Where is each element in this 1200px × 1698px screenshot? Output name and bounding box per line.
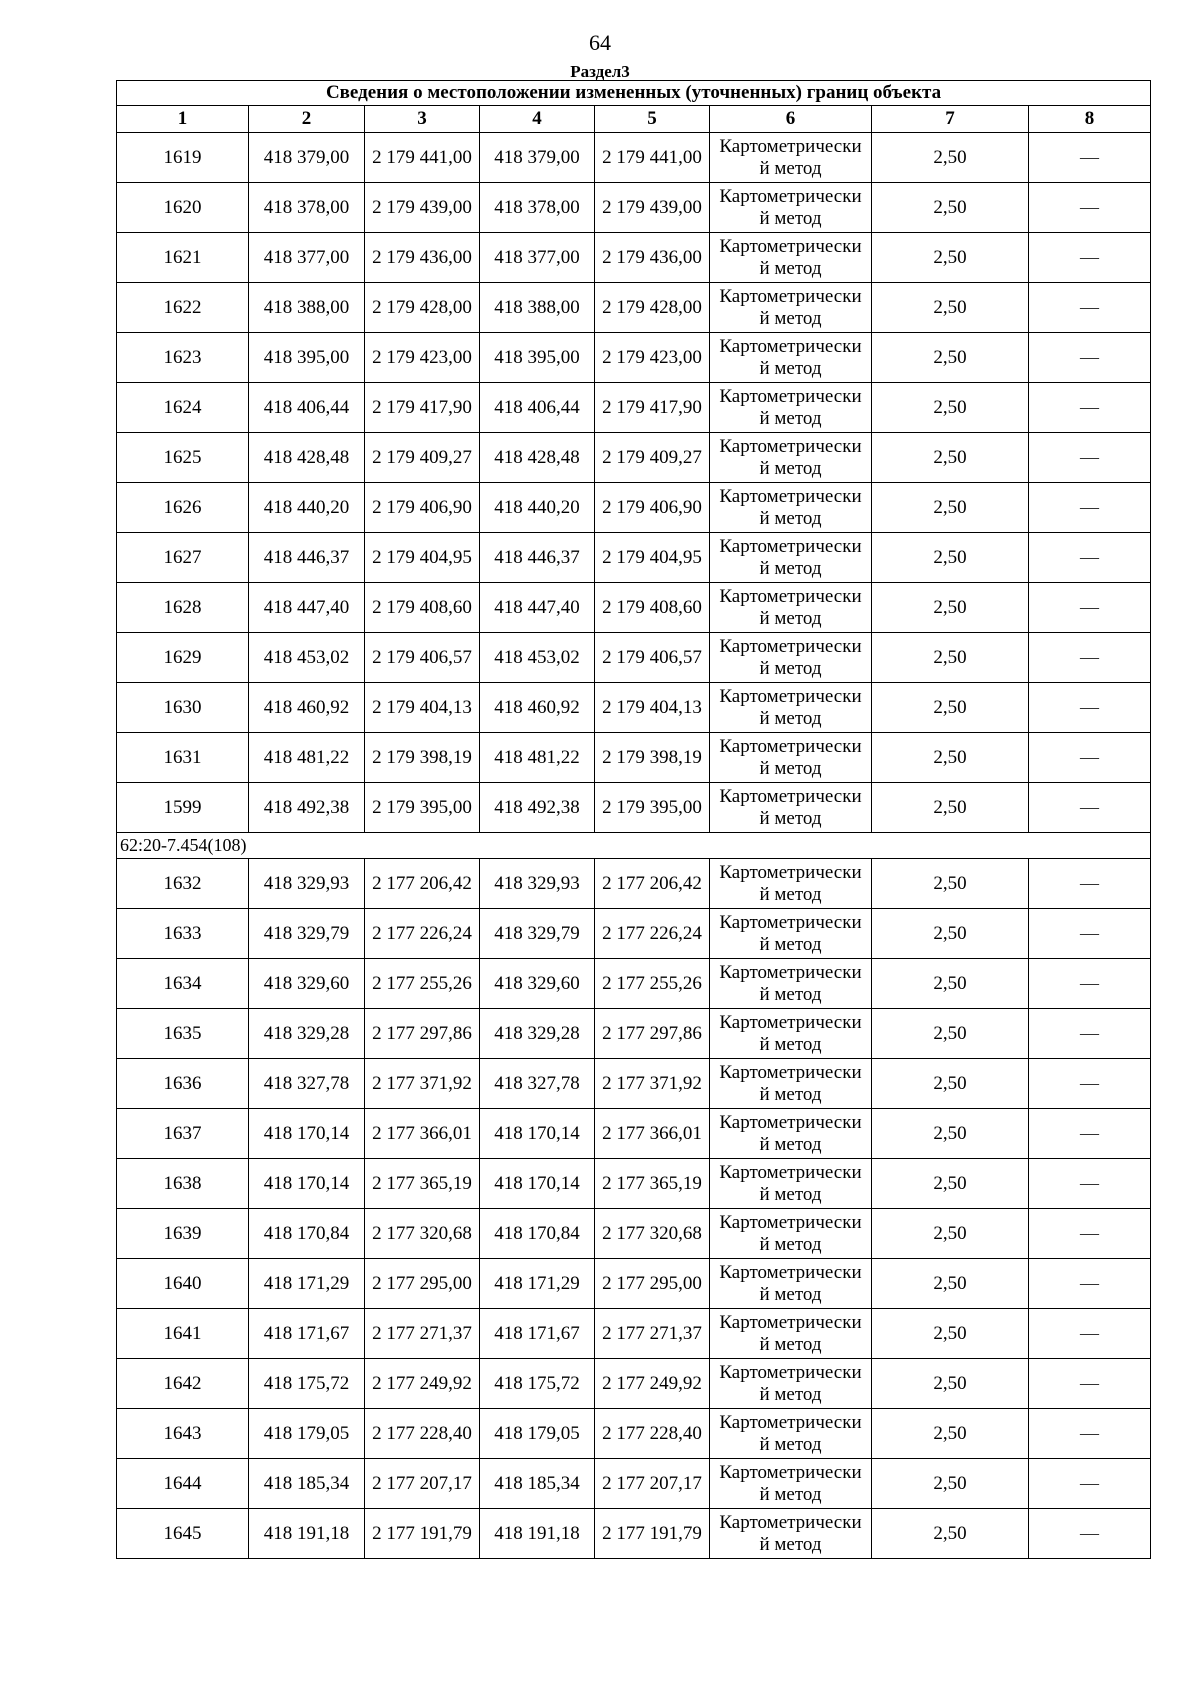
cell-method: Картометрически й метод — [710, 283, 872, 333]
cell-y-new: 2 177 226,24 — [595, 909, 710, 959]
cell-description: — — [1029, 783, 1151, 833]
cell-x-existing: 418 379,00 — [249, 133, 365, 183]
table-row — [117, 483, 1151, 533]
table-row — [117, 1509, 1151, 1559]
table-row — [117, 1359, 1151, 1409]
table-row — [117, 683, 1151, 733]
cell-y-existing: 2 177 228,40 — [365, 1409, 480, 1459]
column-number-row — [117, 106, 1151, 133]
table-row — [117, 533, 1151, 583]
cell-accuracy: 2,50 — [872, 233, 1029, 283]
cell-accuracy: 2,50 — [872, 283, 1029, 333]
cell-y-existing: 2 177 226,24 — [365, 909, 480, 959]
cell-point-number: 1634 — [117, 959, 249, 1009]
cell-method: Картометрически й метод — [710, 783, 872, 833]
cell-x-new: 418 379,00 — [480, 133, 595, 183]
cell-y-existing: 2 177 271,37 — [365, 1309, 480, 1359]
cell-method: Картометрически й метод — [710, 1509, 872, 1559]
cell-method: Картометрически й метод — [710, 1159, 872, 1209]
cell-x-existing: 418 329,79 — [249, 909, 365, 959]
cell-x-existing: 418 492,38 — [249, 783, 365, 833]
cell-point-number: 1632 — [117, 859, 249, 909]
cell-y-new: 2 177 249,92 — [595, 1359, 710, 1409]
cell-y-new: 2 177 371,92 — [595, 1059, 710, 1109]
cell-method: Картометрически й метод — [710, 1209, 872, 1259]
cell-method: Картометрически й метод — [710, 1259, 872, 1309]
cell-point-number: 1621 — [117, 233, 249, 283]
cell-accuracy: 2,50 — [872, 1309, 1029, 1359]
cell-accuracy: 2,50 — [872, 433, 1029, 483]
table-row — [117, 1109, 1151, 1159]
cell-x-new: 418 378,00 — [480, 183, 595, 233]
cell-x-new: 418 440,20 — [480, 483, 595, 533]
table-row — [117, 1059, 1151, 1109]
cell-y-existing: 2 179 441,00 — [365, 133, 480, 183]
cell-method: Картометрически й метод — [710, 333, 872, 383]
cell-accuracy: 2,50 — [872, 383, 1029, 433]
column-number-1: 1 — [117, 106, 249, 133]
cell-point-number: 1635 — [117, 1009, 249, 1059]
cell-y-existing: 2 177 295,00 — [365, 1259, 480, 1309]
cell-description: — — [1029, 133, 1151, 183]
cell-accuracy: 2,50 — [872, 1459, 1029, 1509]
cell-method: Картометрически й метод — [710, 1409, 872, 1459]
group-header-row — [117, 833, 1151, 859]
cell-x-new: 418 179,05 — [480, 1409, 595, 1459]
cell-point-number: 1622 — [117, 283, 249, 333]
table-row — [117, 733, 1151, 783]
cell-x-existing: 418 395,00 — [249, 333, 365, 383]
cell-point-number: 1636 — [117, 1059, 249, 1109]
cell-description: — — [1029, 1309, 1151, 1359]
cell-y-new: 2 179 408,60 — [595, 583, 710, 633]
cell-description: — — [1029, 583, 1151, 633]
cell-accuracy: 2,50 — [872, 1209, 1029, 1259]
cell-y-existing: 2 179 406,57 — [365, 633, 480, 683]
cell-y-new: 2 179 441,00 — [595, 133, 710, 183]
column-number-4: 4 — [480, 106, 595, 133]
cell-y-existing: 2 179 439,00 — [365, 183, 480, 233]
cell-y-new: 2 179 406,90 — [595, 483, 710, 533]
cell-accuracy: 2,50 — [872, 1359, 1029, 1409]
cell-y-existing: 2 177 255,26 — [365, 959, 480, 1009]
cell-y-new: 2 177 228,40 — [595, 1409, 710, 1459]
cell-x-new: 418 492,38 — [480, 783, 595, 833]
table-row — [117, 333, 1151, 383]
cell-x-new: 418 170,14 — [480, 1109, 595, 1159]
cell-description: — — [1029, 283, 1151, 333]
cell-accuracy: 2,50 — [872, 1159, 1029, 1209]
cell-point-number: 1643 — [117, 1409, 249, 1459]
cell-accuracy: 2,50 — [872, 633, 1029, 683]
column-number-2: 2 — [249, 106, 365, 133]
column-number-7: 7 — [872, 106, 1029, 133]
cell-y-new: 2 177 191,79 — [595, 1509, 710, 1559]
cell-y-new: 2 179 395,00 — [595, 783, 710, 833]
table-row — [117, 583, 1151, 633]
cell-x-existing: 418 329,60 — [249, 959, 365, 1009]
cell-point-number: 1639 — [117, 1209, 249, 1259]
cell-description: — — [1029, 183, 1151, 233]
cell-accuracy: 2,50 — [872, 1059, 1029, 1109]
cell-description: — — [1029, 959, 1151, 1009]
table-row — [117, 1159, 1151, 1209]
section-title: Раздел3 — [570, 62, 630, 81]
cell-x-new: 418 460,92 — [480, 683, 595, 733]
column-number-5: 5 — [595, 106, 710, 133]
cell-y-existing: 2 177 371,92 — [365, 1059, 480, 1109]
cell-accuracy: 2,50 — [872, 133, 1029, 183]
cell-y-new: 2 179 428,00 — [595, 283, 710, 333]
cell-method: Картометрически й метод — [710, 733, 872, 783]
cell-x-existing: 418 460,92 — [249, 683, 365, 733]
cell-x-existing: 418 447,40 — [249, 583, 365, 633]
cell-y-new: 2 179 409,27 — [595, 433, 710, 483]
cell-y-existing: 2 179 417,90 — [365, 383, 480, 433]
table-row — [117, 1459, 1151, 1509]
cell-x-existing: 418 179,05 — [249, 1409, 365, 1459]
cell-method: Картометрически й метод — [710, 1109, 872, 1159]
cell-accuracy: 2,50 — [872, 583, 1029, 633]
cell-description: — — [1029, 683, 1151, 733]
cell-point-number: 1640 — [117, 1259, 249, 1309]
cell-x-existing: 418 170,14 — [249, 1159, 365, 1209]
cell-y-new: 2 179 404,95 — [595, 533, 710, 583]
column-number-6: 6 — [710, 106, 872, 133]
cell-x-existing: 418 171,67 — [249, 1309, 365, 1359]
table-row — [117, 1009, 1151, 1059]
cell-y-existing: 2 179 404,95 — [365, 533, 480, 583]
cell-description: — — [1029, 1509, 1151, 1559]
group-label: 62:20-7.454(108) — [117, 833, 1151, 859]
cell-point-number: 1623 — [117, 333, 249, 383]
cell-point-number: 1625 — [117, 433, 249, 483]
cell-y-new: 2 177 206,42 — [595, 859, 710, 909]
cell-y-new: 2 177 207,17 — [595, 1459, 710, 1509]
cell-x-new: 418 406,44 — [480, 383, 595, 433]
cell-x-new: 418 171,29 — [480, 1259, 595, 1309]
cell-description: — — [1029, 859, 1151, 909]
cell-x-new: 418 329,93 — [480, 859, 595, 909]
cell-x-existing: 418 428,48 — [249, 433, 365, 483]
cell-description: — — [1029, 909, 1151, 959]
cell-y-existing: 2 177 207,17 — [365, 1459, 480, 1509]
cell-y-new: 2 177 295,00 — [595, 1259, 710, 1309]
cell-method: Картометрически й метод — [710, 383, 872, 433]
cell-x-new: 418 453,02 — [480, 633, 595, 683]
cell-y-existing: 2 179 404,13 — [365, 683, 480, 733]
cell-y-existing: 2 179 408,60 — [365, 583, 480, 633]
cell-method: Картометрически й метод — [710, 1059, 872, 1109]
cell-accuracy: 2,50 — [872, 859, 1029, 909]
cell-x-new: 418 175,72 — [480, 1359, 595, 1409]
cell-method: Картометрически й метод — [710, 1459, 872, 1509]
cell-x-new: 418 329,28 — [480, 1009, 595, 1059]
cell-y-existing: 2 177 206,42 — [365, 859, 480, 909]
cell-y-existing: 2 177 365,19 — [365, 1159, 480, 1209]
cell-x-existing: 418 406,44 — [249, 383, 365, 433]
table-row — [117, 183, 1151, 233]
cell-x-existing: 418 388,00 — [249, 283, 365, 333]
cell-y-new: 2 177 255,26 — [595, 959, 710, 1009]
cell-x-existing: 418 170,84 — [249, 1209, 365, 1259]
table-body — [117, 81, 1151, 1559]
cell-point-number: 1641 — [117, 1309, 249, 1359]
cell-point-number: 1637 — [117, 1109, 249, 1159]
table-row — [117, 283, 1151, 333]
cell-y-new: 2 177 320,68 — [595, 1209, 710, 1259]
cell-x-existing: 418 378,00 — [249, 183, 365, 233]
cell-point-number: 1631 — [117, 733, 249, 783]
cell-y-new: 2 177 365,19 — [595, 1159, 710, 1209]
cell-y-existing: 2 179 428,00 — [365, 283, 480, 333]
cell-y-new: 2 179 423,00 — [595, 333, 710, 383]
cell-y-new: 2 177 271,37 — [595, 1309, 710, 1359]
cell-method: Картометрически й метод — [710, 959, 872, 1009]
cell-x-existing: 418 191,18 — [249, 1509, 365, 1559]
cell-point-number: 1619 — [117, 133, 249, 183]
cell-x-new: 418 170,84 — [480, 1209, 595, 1259]
cell-description: — — [1029, 1209, 1151, 1259]
table-row — [117, 1309, 1151, 1359]
cell-y-existing: 2 177 366,01 — [365, 1109, 480, 1159]
cell-x-existing: 418 185,34 — [249, 1459, 365, 1509]
cell-point-number: 1642 — [117, 1359, 249, 1409]
cell-method: Картометрически й метод — [710, 433, 872, 483]
cell-y-existing: 2 177 191,79 — [365, 1509, 480, 1559]
column-number-8: 8 — [1029, 106, 1151, 133]
cell-y-existing: 2 179 395,00 — [365, 783, 480, 833]
cell-method: Картометрически й метод — [710, 233, 872, 283]
cell-description: — — [1029, 333, 1151, 383]
cell-description: — — [1029, 1259, 1151, 1309]
cell-accuracy: 2,50 — [872, 483, 1029, 533]
cell-point-number: 1627 — [117, 533, 249, 583]
cell-method: Картометрически й метод — [710, 1309, 872, 1359]
cell-description: — — [1029, 233, 1151, 283]
cell-x-new: 418 447,40 — [480, 583, 595, 633]
cell-point-number: 1630 — [117, 683, 249, 733]
table-caption: Сведения о местоположении измененных (уточненных) границ объекта — [117, 81, 1151, 106]
cell-point-number: 1599 — [117, 783, 249, 833]
cell-method: Картометрически й метод — [710, 909, 872, 959]
table-row — [117, 1209, 1151, 1259]
cell-point-number: 1626 — [117, 483, 249, 533]
cell-x-new: 418 388,00 — [480, 283, 595, 333]
cell-accuracy: 2,50 — [872, 959, 1029, 1009]
cell-accuracy: 2,50 — [872, 1509, 1029, 1559]
cell-x-existing: 418 175,72 — [249, 1359, 365, 1409]
cell-method: Картометрически й метод — [710, 1359, 872, 1409]
cell-point-number: 1644 — [117, 1459, 249, 1509]
table-row — [117, 1409, 1151, 1459]
cell-method: Картометрически й метод — [710, 1009, 872, 1059]
cell-x-existing: 418 329,93 — [249, 859, 365, 909]
cell-x-existing: 418 453,02 — [249, 633, 365, 683]
cell-accuracy: 2,50 — [872, 533, 1029, 583]
cell-x-new: 418 329,79 — [480, 909, 595, 959]
cell-x-new: 418 481,22 — [480, 733, 595, 783]
cell-x-new: 418 171,67 — [480, 1309, 595, 1359]
cell-accuracy: 2,50 — [872, 1109, 1029, 1159]
cell-accuracy: 2,50 — [872, 1409, 1029, 1459]
cell-y-existing: 2 179 423,00 — [365, 333, 480, 383]
table-row — [117, 909, 1151, 959]
column-number-3: 3 — [365, 106, 480, 133]
cell-y-new: 2 177 366,01 — [595, 1109, 710, 1159]
page-number: 64 — [589, 30, 611, 55]
cell-accuracy: 2,50 — [872, 1009, 1029, 1059]
cell-y-new: 2 179 406,57 — [595, 633, 710, 683]
cell-point-number: 1638 — [117, 1159, 249, 1209]
cell-description: — — [1029, 1159, 1151, 1209]
cell-accuracy: 2,50 — [872, 683, 1029, 733]
cell-description: — — [1029, 383, 1151, 433]
cell-accuracy: 2,50 — [872, 183, 1029, 233]
cell-x-existing: 418 446,37 — [249, 533, 365, 583]
cell-point-number: 1624 — [117, 383, 249, 433]
cell-x-new: 418 329,60 — [480, 959, 595, 1009]
table-row — [117, 783, 1151, 833]
cell-description: — — [1029, 733, 1151, 783]
cell-description: — — [1029, 1109, 1151, 1159]
cell-description: — — [1029, 433, 1151, 483]
cell-point-number: 1645 — [117, 1509, 249, 1559]
cell-description: — — [1029, 633, 1151, 683]
cell-accuracy: 2,50 — [872, 783, 1029, 833]
cell-y-existing: 2 179 406,90 — [365, 483, 480, 533]
cell-y-existing: 2 179 409,27 — [365, 433, 480, 483]
cell-method: Картометрически й метод — [710, 183, 872, 233]
cell-point-number: 1629 — [117, 633, 249, 683]
table-row — [117, 633, 1151, 683]
cell-x-existing: 418 481,22 — [249, 733, 365, 783]
cell-method: Картометрически й метод — [710, 583, 872, 633]
table-row — [117, 233, 1151, 283]
cell-method: Картометрически й метод — [710, 133, 872, 183]
cell-method: Картометрически й метод — [710, 859, 872, 909]
cell-description: — — [1029, 1059, 1151, 1109]
table-row — [117, 383, 1151, 433]
cell-method: Картометрически й метод — [710, 683, 872, 733]
cell-y-existing: 2 177 320,68 — [365, 1209, 480, 1259]
cell-x-existing: 418 440,20 — [249, 483, 365, 533]
cell-description: — — [1029, 1359, 1151, 1409]
cell-method: Картометрически й метод — [710, 633, 872, 683]
cell-x-existing: 418 171,29 — [249, 1259, 365, 1309]
cell-point-number: 1620 — [117, 183, 249, 233]
cell-description: — — [1029, 1409, 1151, 1459]
cell-y-new: 2 179 398,19 — [595, 733, 710, 783]
cell-point-number: 1628 — [117, 583, 249, 633]
cell-y-new: 2 179 436,00 — [595, 233, 710, 283]
cell-x-new: 418 377,00 — [480, 233, 595, 283]
cell-y-existing: 2 177 249,92 — [365, 1359, 480, 1409]
table-row — [117, 433, 1151, 483]
cell-x-existing: 418 327,78 — [249, 1059, 365, 1109]
cell-description: — — [1029, 1459, 1151, 1509]
cell-x-existing: 418 329,28 — [249, 1009, 365, 1059]
cell-y-new: 2 179 404,13 — [595, 683, 710, 733]
cell-description: — — [1029, 1009, 1151, 1059]
cell-x-new: 418 446,37 — [480, 533, 595, 583]
cell-x-existing: 418 170,14 — [249, 1109, 365, 1159]
cell-accuracy: 2,50 — [872, 1259, 1029, 1309]
table-row — [117, 859, 1151, 909]
cell-x-new: 418 395,00 — [480, 333, 595, 383]
cell-y-new: 2 179 439,00 — [595, 183, 710, 233]
cell-x-existing: 418 377,00 — [249, 233, 365, 283]
cell-y-new: 2 179 417,90 — [595, 383, 710, 433]
cell-point-number: 1633 — [117, 909, 249, 959]
cell-y-existing: 2 179 436,00 — [365, 233, 480, 283]
cell-x-new: 418 170,14 — [480, 1159, 595, 1209]
cell-accuracy: 2,50 — [872, 733, 1029, 783]
table-row — [117, 133, 1151, 183]
cell-method: Картометрически й метод — [710, 483, 872, 533]
cell-x-new: 418 185,34 — [480, 1459, 595, 1509]
cell-method: Картометрически й метод — [710, 533, 872, 583]
cell-accuracy: 2,50 — [872, 333, 1029, 383]
table-row — [117, 1259, 1151, 1309]
cell-x-new: 418 191,18 — [480, 1509, 595, 1559]
table-row — [117, 959, 1151, 1009]
cell-x-new: 418 327,78 — [480, 1059, 595, 1109]
cell-description: — — [1029, 483, 1151, 533]
cell-y-existing: 2 177 297,86 — [365, 1009, 480, 1059]
cell-y-new: 2 177 297,86 — [595, 1009, 710, 1059]
cell-accuracy: 2,50 — [872, 909, 1029, 959]
cell-y-existing: 2 179 398,19 — [365, 733, 480, 783]
cell-description: — — [1029, 533, 1151, 583]
cell-x-new: 418 428,48 — [480, 433, 595, 483]
boundary-coordinates-table — [116, 80, 1151, 1559]
